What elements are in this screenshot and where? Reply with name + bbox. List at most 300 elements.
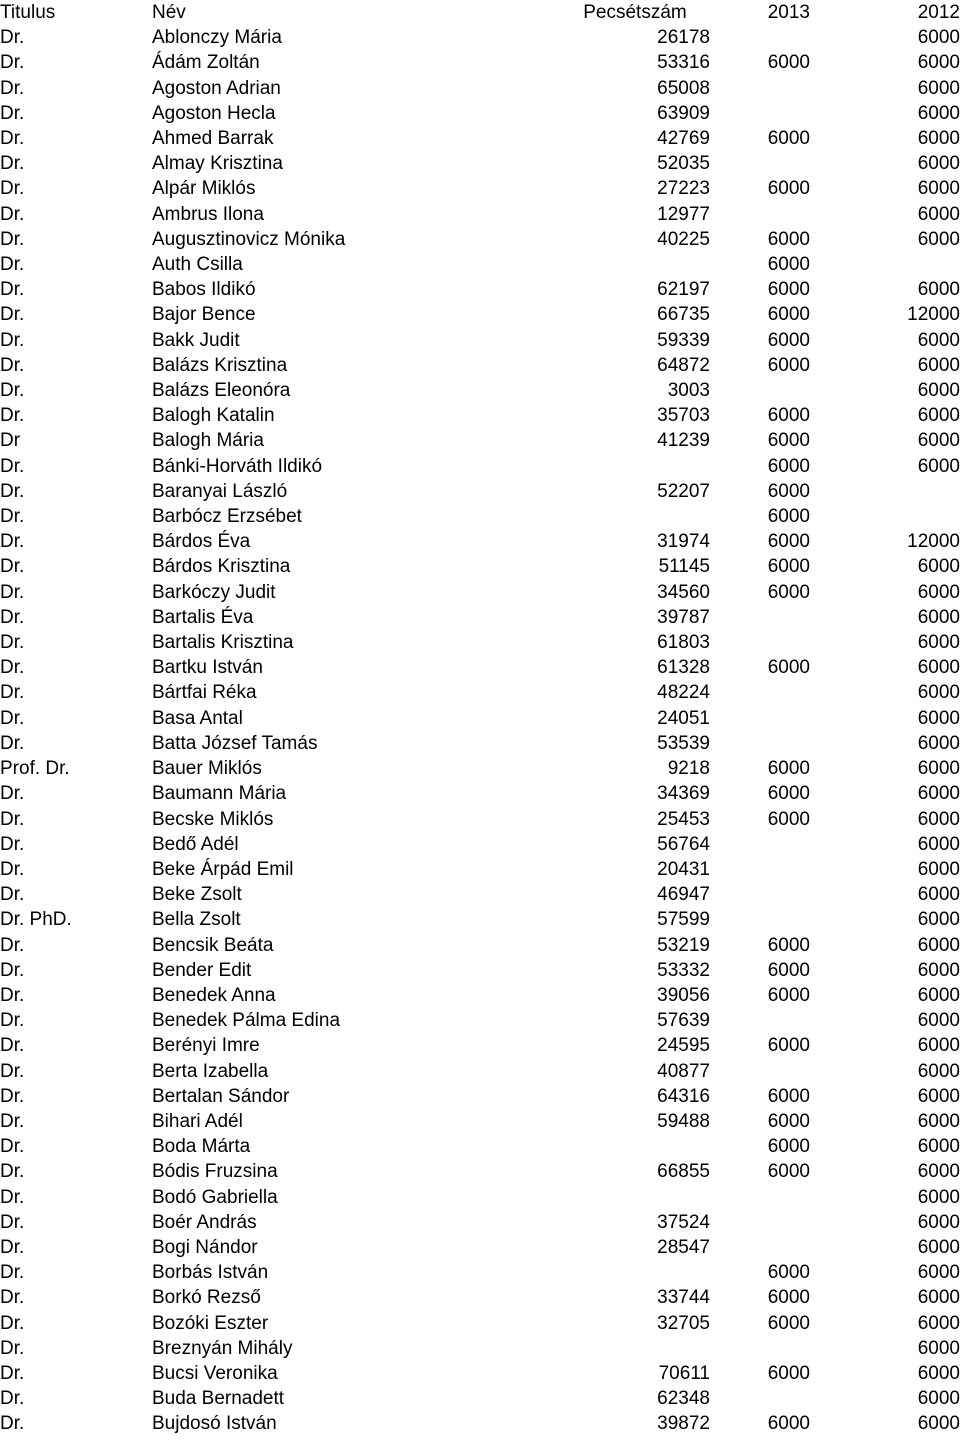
table-row bbox=[0, 176, 960, 201]
cell-2012: 6000 bbox=[917, 632, 960, 654]
table-row bbox=[0, 403, 960, 428]
cell-2013: 6000 bbox=[767, 1312, 810, 1334]
cell-stamp: 34560 bbox=[657, 581, 710, 603]
cell-title: Dr. bbox=[0, 27, 25, 49]
cell-2012: 6000 bbox=[917, 606, 960, 628]
cell-title: Dr. bbox=[0, 1161, 25, 1183]
cell-name: Becske Miklós bbox=[152, 808, 274, 830]
table-row bbox=[0, 378, 960, 403]
table-row bbox=[0, 76, 960, 101]
cell-2012: 6000 bbox=[917, 909, 960, 931]
cell-title: Dr. bbox=[0, 1337, 25, 1359]
cell-2012 bbox=[810, 252, 960, 277]
cell-name: Babos Ildikó bbox=[152, 279, 256, 301]
cell-2013: 6000 bbox=[767, 52, 810, 74]
cell-2013: 6000 bbox=[767, 758, 810, 780]
cell-title: Dr. bbox=[0, 707, 25, 729]
cell-stamp: 57599 bbox=[657, 909, 710, 931]
cell-title: Dr. bbox=[0, 808, 25, 830]
cell-2013: 6000 bbox=[767, 1413, 810, 1435]
cell-stamp: 66855 bbox=[657, 1161, 710, 1183]
table-row bbox=[0, 1059, 960, 1084]
cell-title: Dr. bbox=[0, 203, 25, 225]
table-row bbox=[0, 227, 960, 252]
cell-2013 bbox=[710, 25, 810, 50]
cell-stamp: 52207 bbox=[657, 480, 710, 502]
cell-2013 bbox=[710, 76, 810, 101]
cell-stamp: 53219 bbox=[657, 934, 710, 956]
cell-stamp: 64316 bbox=[657, 1085, 710, 1107]
cell-name: Bender Edit bbox=[152, 959, 252, 981]
cell-2012: 6000 bbox=[917, 1337, 960, 1359]
table-body bbox=[0, 25, 960, 1436]
cell-2012 bbox=[810, 479, 960, 504]
cell-2012: 6000 bbox=[917, 783, 960, 805]
cell-2012: 6000 bbox=[917, 556, 960, 578]
cell-title: Dr. bbox=[0, 606, 25, 628]
table-header-row bbox=[0, 0, 960, 25]
cell-name: Borkó Rezső bbox=[152, 1287, 261, 1309]
table-row bbox=[0, 832, 960, 857]
cell-2012: 6000 bbox=[917, 1312, 960, 1334]
cell-2013 bbox=[710, 706, 810, 731]
table-row bbox=[0, 781, 960, 806]
cell-2012: 6000 bbox=[917, 27, 960, 49]
cell-stamp: 66735 bbox=[657, 304, 710, 326]
cell-stamp: 34369 bbox=[657, 783, 710, 805]
cell-title: Dr. bbox=[0, 984, 25, 1006]
cell-2013: 6000 bbox=[767, 808, 810, 830]
cell-title: Dr. bbox=[0, 1388, 25, 1410]
cell-name: Agoston Adrian bbox=[152, 77, 281, 99]
table-row bbox=[0, 1008, 960, 1033]
cell-name: Alpár Miklós bbox=[152, 178, 256, 200]
cell-name: Ádám Zoltán bbox=[152, 52, 260, 74]
cell-2013: 6000 bbox=[767, 329, 810, 351]
cell-2013: 6000 bbox=[767, 1161, 810, 1183]
cell-2013: 6000 bbox=[767, 405, 810, 427]
cell-2013: 6000 bbox=[767, 430, 810, 452]
cell-2012: 6000 bbox=[917, 203, 960, 225]
table-row bbox=[0, 454, 960, 479]
table-row bbox=[0, 101, 960, 126]
cell-title: Dr. bbox=[0, 732, 25, 754]
header-2012: 2012 bbox=[917, 2, 960, 23]
cell-stamp: 64872 bbox=[657, 354, 710, 376]
cell-title: Dr. bbox=[0, 506, 25, 528]
cell-2013: 6000 bbox=[767, 1262, 810, 1284]
table-row bbox=[0, 983, 960, 1008]
cell-2012: 6000 bbox=[917, 1136, 960, 1158]
cell-stamp: 65008 bbox=[657, 77, 710, 99]
cell-2012: 6000 bbox=[917, 1110, 960, 1132]
cell-title: Dr. bbox=[0, 884, 25, 906]
cell-title: Dr. bbox=[0, 1362, 25, 1384]
table-row bbox=[0, 428, 960, 453]
cell-stamp: 27223 bbox=[657, 178, 710, 200]
table-row bbox=[0, 252, 960, 277]
cell-name: Ahmed Barrak bbox=[152, 128, 274, 150]
table-row bbox=[0, 655, 960, 680]
cell-2012: 12000 bbox=[907, 304, 960, 326]
cell-2013: 6000 bbox=[767, 1110, 810, 1132]
table-row bbox=[0, 1411, 960, 1436]
cell-2013: 6000 bbox=[767, 304, 810, 326]
cell-name: Benedek Pálma Edina bbox=[152, 1010, 341, 1032]
cell-2012: 6000 bbox=[917, 657, 960, 679]
cell-2012: 6000 bbox=[917, 1413, 960, 1435]
table-row bbox=[0, 479, 960, 504]
cell-2013 bbox=[710, 857, 810, 882]
cell-stamp: 39872 bbox=[657, 1413, 710, 1435]
cell-name: Bogi Nándor bbox=[152, 1236, 258, 1258]
cell-name: Augusztinovicz Mónika bbox=[152, 228, 346, 250]
cell-name: Ambrus Ilona bbox=[152, 203, 264, 225]
cell-name: Bárdos Krisztina bbox=[152, 556, 291, 578]
cell-title: Dr. bbox=[0, 1060, 25, 1082]
table-row bbox=[0, 1386, 960, 1411]
cell-stamp: 42769 bbox=[657, 128, 710, 150]
cell-2013: 6000 bbox=[767, 1287, 810, 1309]
cell-name: Bártfai Réka bbox=[152, 682, 257, 704]
cell-2012: 6000 bbox=[917, 52, 960, 74]
cell-2012: 6000 bbox=[917, 732, 960, 754]
cell-stamp: 41239 bbox=[657, 430, 710, 452]
cell-name: Bartalis Krisztina bbox=[152, 632, 294, 654]
cell-2012: 6000 bbox=[917, 1161, 960, 1183]
table-row bbox=[0, 630, 960, 655]
cell-2013 bbox=[710, 378, 810, 403]
cell-name: Breznyán Mihály bbox=[152, 1337, 293, 1359]
cell-2013: 6000 bbox=[767, 783, 810, 805]
cell-stamp: 32705 bbox=[657, 1312, 710, 1334]
header-title: Titulus bbox=[0, 2, 56, 23]
cell-name: Beke Zsolt bbox=[152, 884, 242, 906]
cell-2012 bbox=[810, 504, 960, 529]
cell-title: Dr. bbox=[0, 632, 25, 654]
cell-2013 bbox=[710, 731, 810, 756]
cell-name: Bozóki Eszter bbox=[152, 1312, 269, 1334]
cell-name: Balogh Katalin bbox=[152, 405, 275, 427]
cell-2013: 6000 bbox=[767, 1085, 810, 1107]
table-row bbox=[0, 807, 960, 832]
cell-2013: 6000 bbox=[767, 279, 810, 301]
cell-stamp: 24051 bbox=[657, 707, 710, 729]
cell-2012: 6000 bbox=[917, 808, 960, 830]
table-row bbox=[0, 1134, 960, 1159]
cell-title: Dr. bbox=[0, 833, 25, 855]
cell-2013: 6000 bbox=[767, 1136, 810, 1158]
cell-2013 bbox=[710, 1059, 810, 1084]
cell-title: Dr. bbox=[0, 102, 25, 124]
cell-2012: 6000 bbox=[917, 707, 960, 729]
cell-stamp: 56764 bbox=[657, 833, 710, 855]
cell-title: Dr. bbox=[0, 682, 25, 704]
cell-2012: 6000 bbox=[917, 1060, 960, 1082]
cell-2012: 6000 bbox=[917, 1236, 960, 1258]
cell-title: Dr. bbox=[0, 1085, 25, 1107]
cell-name: Bauer Miklós bbox=[152, 758, 262, 780]
cell-title: Dr. bbox=[0, 455, 25, 477]
cell-2013 bbox=[710, 1386, 810, 1411]
cell-title: Dr. bbox=[0, 128, 25, 150]
cell-name: Bánki-Horváth Ildikó bbox=[152, 455, 323, 477]
cell-2012: 6000 bbox=[917, 682, 960, 704]
cell-stamp: 40877 bbox=[657, 1060, 710, 1082]
cell-stamp: 63909 bbox=[657, 102, 710, 124]
cell-2013 bbox=[710, 101, 810, 126]
cell-stamp: 12977 bbox=[657, 203, 710, 225]
cell-title: Dr. bbox=[0, 1035, 25, 1057]
cell-2012: 6000 bbox=[917, 405, 960, 427]
cell-title: Dr. bbox=[0, 1211, 25, 1233]
cell-stamp: 3003 bbox=[667, 380, 710, 402]
cell-stamp: 61803 bbox=[657, 632, 710, 654]
table-row bbox=[0, 1109, 960, 1134]
header-stamp: Pecsétszám bbox=[583, 2, 687, 23]
table-row bbox=[0, 882, 960, 907]
cell-2012: 6000 bbox=[917, 1211, 960, 1233]
cell-stamp bbox=[560, 1134, 710, 1159]
cell-name: Bartku István bbox=[152, 657, 263, 679]
cell-name: Bujdosó István bbox=[152, 1413, 277, 1435]
table-row bbox=[0, 1210, 960, 1235]
cell-name: Bodó Gabriella bbox=[152, 1186, 278, 1208]
table-row bbox=[0, 1285, 960, 1310]
cell-title: Dr. bbox=[0, 304, 25, 326]
cell-2013: 6000 bbox=[767, 128, 810, 150]
cell-2012: 6000 bbox=[917, 833, 960, 855]
table-row bbox=[0, 1033, 960, 1058]
cell-2013: 6000 bbox=[767, 506, 810, 528]
cell-name: Benedek Anna bbox=[152, 984, 276, 1006]
cell-2012: 6000 bbox=[917, 153, 960, 175]
table-row bbox=[0, 353, 960, 378]
cell-stamp: 53316 bbox=[657, 52, 710, 74]
cell-name: Baranyai László bbox=[152, 480, 288, 502]
cell-title: Dr. bbox=[0, 1413, 25, 1435]
cell-title: Dr. bbox=[0, 405, 25, 427]
cell-name: Bartalis Éva bbox=[152, 606, 254, 628]
cell-2013: 6000 bbox=[767, 254, 810, 276]
cell-name: Baumann Mária bbox=[152, 783, 287, 805]
cell-2013: 6000 bbox=[767, 178, 810, 200]
cell-title: Dr. bbox=[0, 783, 25, 805]
table-row bbox=[0, 680, 960, 705]
cell-name: Barbócz Erzsébet bbox=[152, 506, 302, 528]
table-row bbox=[0, 529, 960, 554]
cell-title: Dr. bbox=[0, 657, 25, 679]
table-row bbox=[0, 907, 960, 932]
table-row bbox=[0, 25, 960, 50]
cell-title: Dr. bbox=[0, 531, 25, 553]
cell-name: Bajor Bence bbox=[152, 304, 256, 326]
cell-name: Ablonczy Mária bbox=[152, 27, 282, 49]
cell-2012: 6000 bbox=[917, 1035, 960, 1057]
cell-name: Basa Antal bbox=[152, 707, 243, 729]
cell-title: Dr. bbox=[0, 52, 25, 74]
table-row bbox=[0, 151, 960, 176]
cell-title: Dr. bbox=[0, 77, 25, 99]
cell-title: Dr. PhD. bbox=[0, 909, 72, 931]
cell-stamp bbox=[560, 252, 710, 277]
cell-stamp: 51145 bbox=[658, 556, 710, 578]
cell-2012: 6000 bbox=[917, 581, 960, 603]
table-row bbox=[0, 1311, 960, 1336]
cell-title: Dr. bbox=[0, 556, 25, 578]
cell-stamp: 57639 bbox=[657, 1010, 710, 1032]
cell-2012: 6000 bbox=[917, 329, 960, 351]
cell-stamp: 37524 bbox=[657, 1211, 710, 1233]
cell-stamp: 46947 bbox=[657, 884, 710, 906]
cell-name: Barkóczy Judit bbox=[152, 581, 276, 603]
cell-2012: 6000 bbox=[917, 1388, 960, 1410]
cell-title: Dr. bbox=[0, 380, 25, 402]
cell-2013: 6000 bbox=[767, 228, 810, 250]
cell-title: Dr. bbox=[0, 858, 25, 880]
cell-stamp: 39056 bbox=[657, 984, 710, 1006]
cell-stamp: 24595 bbox=[657, 1035, 710, 1057]
cell-name: Bódis Fruzsina bbox=[152, 1161, 278, 1183]
cell-stamp: 40225 bbox=[657, 228, 710, 250]
table-row bbox=[0, 302, 960, 327]
table-row bbox=[0, 731, 960, 756]
cell-2013 bbox=[710, 151, 810, 176]
cell-2013 bbox=[710, 907, 810, 932]
table-row bbox=[0, 857, 960, 882]
cell-name: Balázs Krisztina bbox=[152, 354, 288, 376]
cell-stamp: 26178 bbox=[657, 27, 710, 49]
cell-2013 bbox=[710, 1235, 810, 1260]
cell-stamp bbox=[560, 1260, 710, 1285]
cell-2013 bbox=[710, 832, 810, 857]
cell-title: Dr. bbox=[0, 354, 25, 376]
cell-stamp: 59488 bbox=[657, 1110, 710, 1132]
table-row bbox=[0, 554, 960, 579]
table-row bbox=[0, 277, 960, 302]
cell-title: Dr. bbox=[0, 153, 25, 175]
table-row bbox=[0, 126, 960, 151]
cell-stamp: 53539 bbox=[657, 732, 710, 754]
cell-2012: 6000 bbox=[917, 455, 960, 477]
cell-title: Dr. bbox=[0, 1110, 25, 1132]
table-row bbox=[0, 328, 960, 353]
cell-stamp: 53332 bbox=[657, 959, 710, 981]
cell-name: Bucsi Veronika bbox=[152, 1362, 278, 1384]
cell-2012: 6000 bbox=[917, 1287, 960, 1309]
cell-2012: 6000 bbox=[917, 959, 960, 981]
header-2013: 2013 bbox=[767, 2, 810, 23]
cell-2012: 6000 bbox=[917, 102, 960, 124]
cell-stamp: 33744 bbox=[657, 1287, 710, 1309]
table-row bbox=[0, 958, 960, 983]
table-row bbox=[0, 706, 960, 731]
cell-2012: 6000 bbox=[917, 77, 960, 99]
cell-2013 bbox=[710, 1336, 810, 1361]
cell-title: Dr. bbox=[0, 1010, 25, 1032]
cell-name: Boda Márta bbox=[152, 1136, 251, 1158]
cell-2013: 6000 bbox=[767, 455, 810, 477]
cell-2012: 6000 bbox=[917, 1010, 960, 1032]
table-row bbox=[0, 580, 960, 605]
cell-stamp: 59339 bbox=[657, 329, 710, 351]
cell-stamp: 52035 bbox=[657, 153, 710, 175]
table-row bbox=[0, 1235, 960, 1260]
cell-stamp: 39787 bbox=[657, 606, 710, 628]
cell-2012: 6000 bbox=[917, 1262, 960, 1284]
cell-2013: 6000 bbox=[767, 531, 810, 553]
cell-2012: 6000 bbox=[917, 354, 960, 376]
cell-2013: 6000 bbox=[767, 354, 810, 376]
cell-name: Balázs Eleonóra bbox=[152, 380, 291, 402]
cell-title: Dr. bbox=[0, 1262, 25, 1284]
cell-name: Berta Izabella bbox=[152, 1060, 269, 1082]
cell-2013: 6000 bbox=[767, 1362, 810, 1384]
cell-2013 bbox=[710, 1185, 810, 1210]
cell-title: Dr. bbox=[0, 1236, 25, 1258]
cell-name: Beke Árpád Emil bbox=[152, 858, 294, 880]
cell-stamp bbox=[560, 1185, 710, 1210]
cell-2013: 6000 bbox=[767, 657, 810, 679]
cell-stamp bbox=[560, 504, 710, 529]
cell-stamp: 9218 bbox=[667, 758, 710, 780]
header-name: Név bbox=[152, 2, 186, 23]
cell-title: Dr. bbox=[0, 329, 25, 351]
table-row bbox=[0, 1159, 960, 1184]
cell-2012: 6000 bbox=[917, 758, 960, 780]
cell-2013 bbox=[710, 605, 810, 630]
cell-title: Dr. bbox=[0, 480, 25, 502]
cell-name: Almay Krisztina bbox=[152, 153, 283, 175]
cell-title: Dr. bbox=[0, 1136, 25, 1158]
cell-2013: 6000 bbox=[767, 984, 810, 1006]
cell-2013: 6000 bbox=[767, 480, 810, 502]
cell-title: Dr. bbox=[0, 254, 25, 276]
cell-stamp: 62197 bbox=[657, 279, 710, 301]
table-row bbox=[0, 1185, 960, 1210]
cell-name: Bedő Adél bbox=[152, 833, 239, 855]
table-row bbox=[0, 1084, 960, 1109]
table-row bbox=[0, 605, 960, 630]
cell-title: Dr. bbox=[0, 581, 25, 603]
cell-2012: 6000 bbox=[917, 178, 960, 200]
cell-title: Dr. bbox=[0, 228, 25, 250]
cell-title: Dr. bbox=[0, 934, 25, 956]
cell-title: Dr. bbox=[0, 959, 25, 981]
cell-2012: 6000 bbox=[917, 128, 960, 150]
cell-name: Bakk Judit bbox=[152, 329, 240, 351]
table-row bbox=[0, 202, 960, 227]
cell-name: Bertalan Sándor bbox=[152, 1085, 290, 1107]
table-row bbox=[0, 50, 960, 75]
cell-title: Dr. bbox=[0, 1312, 25, 1334]
cell-2012: 12000 bbox=[907, 531, 960, 553]
table-row bbox=[0, 933, 960, 958]
cell-stamp: 35703 bbox=[657, 405, 710, 427]
cell-2013 bbox=[710, 882, 810, 907]
cell-2013 bbox=[710, 630, 810, 655]
cell-2013 bbox=[710, 202, 810, 227]
cell-2012: 6000 bbox=[917, 1362, 960, 1384]
table-row bbox=[0, 1336, 960, 1361]
cell-name: Bihari Adél bbox=[152, 1110, 243, 1132]
cell-2012: 6000 bbox=[917, 984, 960, 1006]
cell-stamp: 31974 bbox=[657, 531, 710, 553]
table-row bbox=[0, 504, 960, 529]
cell-2013 bbox=[710, 680, 810, 705]
cell-2013: 6000 bbox=[767, 581, 810, 603]
cell-stamp: 48224 bbox=[657, 682, 710, 704]
